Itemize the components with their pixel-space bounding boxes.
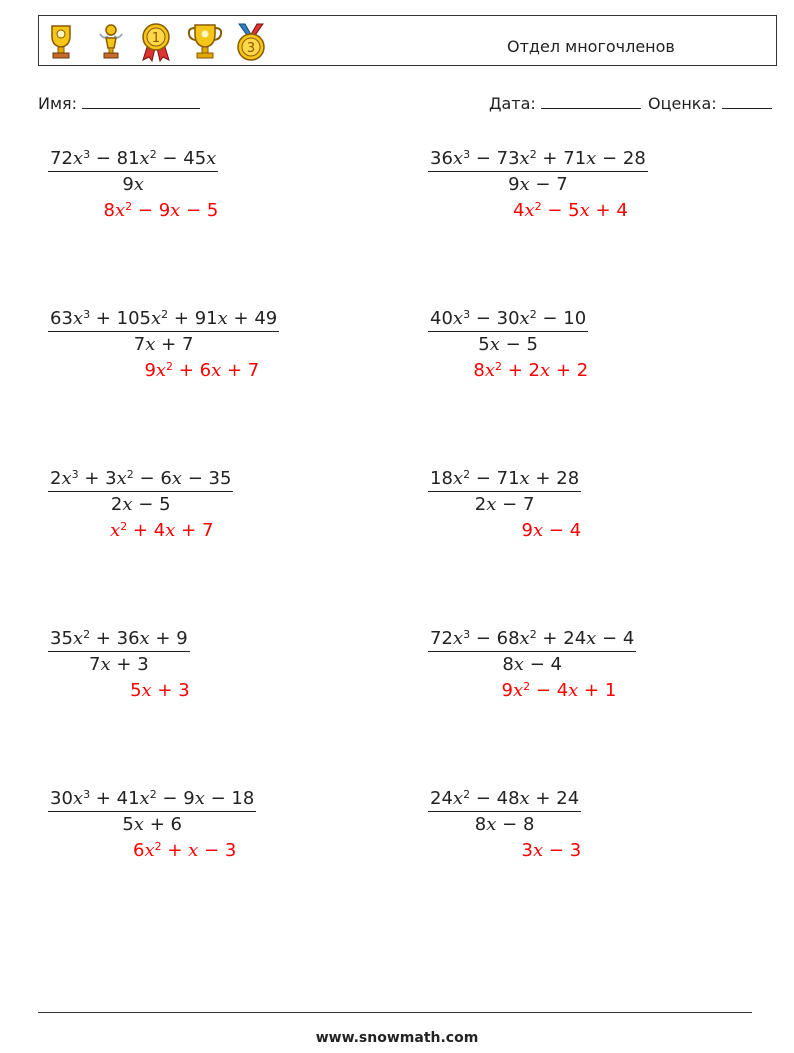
- numerator: $72x^3 - 68x^2 + 24x - 4$: [430, 628, 635, 649]
- answer: $9x^2 + 6x + 7$: [144, 360, 260, 381]
- svg-text:3: 3: [246, 41, 256, 56]
- denominator: 9x − 7: [428, 171, 648, 195]
- svg-text:1: 1: [151, 31, 161, 46]
- first-place-medal-icon: [139, 22, 173, 62]
- answer: $6x^2 + x - 3$: [132, 840, 237, 861]
- answer: 9x − 4: [521, 520, 582, 541]
- numerator: $18x^2 - 71x + 28$: [430, 468, 580, 489]
- answer: 5x + 3: [130, 680, 190, 701]
- winner-cup-icon: [187, 22, 223, 62]
- date-label: Дата:: [489, 94, 536, 113]
- name-label: Имя:: [38, 94, 78, 113]
- fraction: [48, 148, 218, 195]
- answer: $9x^2 - 4x + 1$: [501, 680, 617, 701]
- fraction: [48, 468, 233, 515]
- footer-site: www.snowmath.com: [315, 1030, 479, 1046]
- answer: $8x^2 - 9x - 5$: [103, 200, 219, 221]
- denominator: 2x − 5: [48, 491, 233, 515]
- denominator: 5x + 6: [48, 811, 256, 835]
- denominator: 9x: [48, 171, 218, 195]
- date-blank[interactable]: [541, 94, 641, 109]
- worksheet-title: Отдел многочленов: [507, 37, 675, 56]
- date-field: [489, 94, 641, 113]
- denominator: 2x − 7: [428, 491, 581, 515]
- numerator: $30x^3 + 41x^2 - 9x - 18$: [50, 788, 255, 809]
- denominator: 8x − 4: [428, 651, 636, 675]
- grade-label: Оценка:: [648, 94, 717, 113]
- fraction: [48, 628, 190, 675]
- numerator: $35x^2 + 36x + 9$: [50, 628, 188, 649]
- denominator: 8x − 8: [428, 811, 581, 835]
- fraction: [428, 788, 581, 835]
- name-field: [38, 94, 200, 113]
- numerator: $36x^3 - 73x^2 + 71x - 28$: [430, 148, 646, 169]
- trophy-cup-icon: [47, 22, 75, 62]
- answer: $x^2 + 4x + 7$: [110, 520, 214, 541]
- fraction: [428, 468, 581, 515]
- numerator: $24x^2 - 48x + 24$: [430, 788, 580, 809]
- name-blank[interactable]: [82, 94, 200, 109]
- answer: $8x^2 + 2x + 2$: [473, 360, 589, 381]
- answer: $4x^2 - 5x + 4$: [512, 200, 628, 221]
- grade-field: [648, 94, 772, 113]
- denominator: 5x − 5: [428, 331, 588, 355]
- denominator: 7x + 7: [48, 331, 279, 355]
- worksheet-header: [38, 15, 777, 66]
- numerator: $40x^3 - 30x^2 - 10$: [430, 308, 587, 329]
- fraction: [48, 308, 279, 355]
- fraction: [428, 148, 648, 195]
- denominator: 7x + 3: [48, 651, 190, 675]
- numerator: $2x^3 + 3x^2 - 6x - 35$: [50, 468, 232, 489]
- fraction: [48, 788, 256, 835]
- third-place-medal-icon: [233, 22, 269, 62]
- grade-blank[interactable]: [722, 94, 772, 109]
- ribbon-trophy-icon: [97, 22, 125, 62]
- answer: 3x − 3: [521, 840, 582, 861]
- numerator: $63x^3 + 105x^2 + 91x + 49$: [50, 308, 278, 329]
- fraction: [428, 308, 588, 355]
- footer-divider: [38, 1012, 752, 1013]
- fraction: [428, 628, 636, 675]
- numerator: $72x^3 - 81x^2 - 45x$: [50, 148, 217, 169]
